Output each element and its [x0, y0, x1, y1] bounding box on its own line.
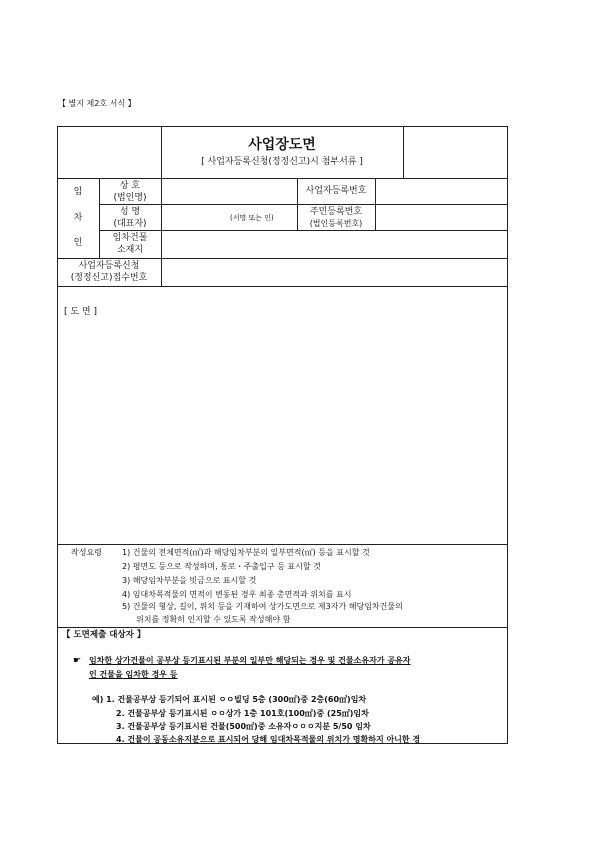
- instructions-bottom-divider: [57, 627, 507, 628]
- side-char-2: 차: [73, 213, 83, 223]
- submission-bullet-line-1: 임차한 상가건물이 공부상 등기표시된 부분의 일부만 해당되는 경우 및 건물소유자가 공유자: [89, 656, 411, 665]
- side-char-1: 임: [73, 187, 83, 197]
- signature-hint: (서명 또는 인): [230, 214, 274, 222]
- drawing-area[interactable]: [58, 322, 506, 542]
- receipt-no-label: 사업자등록신청: [78, 261, 140, 271]
- example-1: 예) 1. 건물공부상 등기되어 표시된 ㅇㅇ빌딩 5층 (300㎡)중 2층(60㎡)임차: [92, 695, 367, 704]
- form-label: 【 별지 제2호 서식 】: [58, 99, 136, 108]
- submission-bullet-line-2: 인 건물을 임차한 경우 등: [89, 670, 178, 679]
- row-divider-4: [57, 286, 507, 287]
- resident-no-label-sub: (법인등록번호): [309, 219, 363, 228]
- instructions-label: 작성요령: [71, 548, 102, 557]
- resident-no-value[interactable]: [376, 205, 506, 229]
- page-subtitle: [ 사업자등록신청(정정신고)시 첨부서류 ]: [201, 157, 363, 167]
- instruction-item-4: 4) 임대차목적물의 면적이 변동된 경우 최종 총면적과 위치를 표시: [122, 590, 352, 599]
- name-label: 성 명: [119, 207, 141, 217]
- name-label-sub: (대표자): [113, 219, 147, 229]
- drawing-bottom-divider: [57, 544, 507, 545]
- resident-no-label: 주민등록번호: [309, 207, 363, 217]
- title-right-divider: [403, 126, 404, 178]
- trade-name-label-sub: (법인명): [113, 193, 147, 203]
- trade-name-label: 상 호: [119, 181, 141, 191]
- table-right-border: [507, 126, 508, 744]
- receipt-no-value[interactable]: [162, 259, 506, 285]
- instruction-item-2: 2) 평면도 등으로 작성하며, 통로・주출입구 등 표시할 것: [122, 562, 321, 571]
- submission-header: 【 도면제출 대상자 】: [62, 630, 146, 640]
- side-char-3: 인: [73, 238, 83, 248]
- instruction-item-1: 1) 건물의 전체면적(㎡)과 해당임차부분의 일부면적(㎡) 등을 표시할 것: [122, 548, 370, 557]
- receipt-no-label-sub: (정정신고)접수번호: [70, 273, 148, 283]
- example-3: 3. 건물공부상 등기표시된 건물(500㎡)중 소유자ㅇㅇㅇ지분 5/50 임차: [116, 722, 371, 731]
- building-location-value[interactable]: [162, 231, 506, 257]
- table-top-border: [57, 126, 507, 127]
- page-title: 사업장도면: [248, 137, 316, 153]
- pointing-hand-icon: ☛: [73, 656, 82, 666]
- trade-name-value[interactable]: [162, 179, 296, 203]
- business-reg-no-label: 사업자등록번호: [305, 186, 367, 196]
- business-reg-no-value[interactable]: [376, 179, 506, 203]
- building-location-label-sub: 소재지: [116, 245, 144, 255]
- building-location-label: 임차건물: [112, 233, 148, 243]
- instruction-item-6: 위치를 정확히 인지할 수 있도록 작성해야 함: [136, 615, 291, 624]
- example-4: 4. 건물이 공동소유지분으로 표시되어 당해 임대차목적물의 위치가 명확하지 아니한 경: [116, 735, 421, 744]
- drawing-label: [ 도 면 ]: [64, 307, 97, 317]
- example-2: 2. 건물공부상 등기표시된 ㅇㅇ상가 1층 101호(100㎡)중 (25㎡)임차: [116, 709, 369, 718]
- instruction-item-3: 3) 해당임차부분을 빗금으로 표시할 것: [122, 576, 257, 585]
- instruction-item-5: 5) 건물의 형상, 길이, 위치 등을 기재하여 상가도면으로 제3자가 해당임차건물의: [122, 602, 403, 611]
